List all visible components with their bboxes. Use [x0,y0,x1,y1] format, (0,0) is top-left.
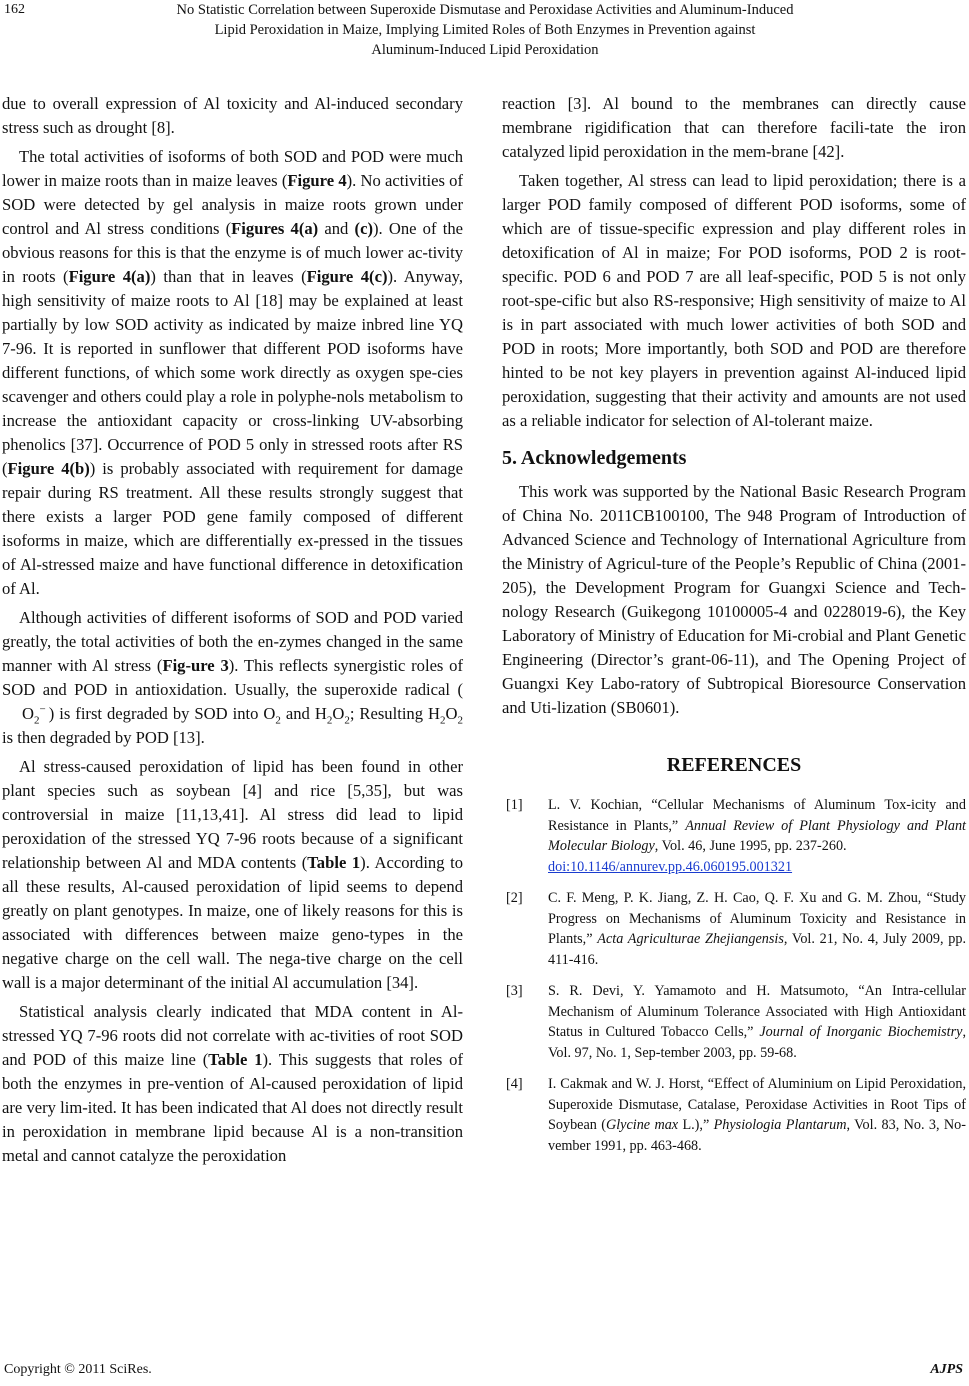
paragraph: The total activities of isoforms of both SOD and POD were much lower in maize roots than in maize leaves (Figure 4). No activities of SOD were detected by gel analysis in maize roots grown under control and Al stress conditions (Figures 4(a) and (c)). One of the obvious reasons for this is that the enzyme is of much lower ac-tivity in roots (Figure 4(a)) than that in leaves (Figure 4(c)). Anyway, high sensitivity of maize roots to Al [18] may be explained at least partially by low SOD activity as indicated by maize inbred line YQ 7-96. It is reported in sunflower that different POD isoforms have different functions, of which some work directly as oxygen spe-cies scavenger and others could play a role in polyphe-nols metabolism to increase the antioxidant capacity or cross-linking UV-absorbing phenolics [37]. Occurrence of POD 5 only in stressed roots after RS (Figure 4(b)) is probably associated with requirement for damage repair during RS treatment. All these results strongly suggest that there exists a larger POD gene family composed of different isoforms in maize, which are differentially ex-pressed in the tissues of Al-stressed maize and have functional difference in detoxification of Al. [2,147,464,598]
superoxide-radical-formula: $O_2^-$ [22,703,46,727]
references-heading: REFERENCES [666,754,802,776]
acknowledgements-heading: 5. Acknowledgements [502,447,687,469]
running-header-line-2: Lipid Peroxidation in Maize, Implying Limited Roles of Both Enzymes in Prevention against [214,22,756,38]
figure-link[interactable]: Figure 4(a) [68,267,151,286]
doi-link[interactable]: doi:10.1146/annurev.pp.46.060195.001321 [548,858,793,875]
figure-link[interactable]: Figure 4(b) [7,459,90,478]
paragraph: Statistical analysis clearly indicated that MDA content in Al-stressed YQ 7-96 roots did not correlate with ac-tivities of root SOD and POD of this maize line (Table 1). This suggests that roles of both the enzymes in pre-vention of Al-caused peroxidation of lipid are very lim-ited. It has been indicated that Al does not directly result in peroxidation in membrane lipid because Al is a non-transition metal and cannot catalyze the peroxidation [2,1002,463,1165]
reference-number: [4] [506,1076,523,1092]
reference-number: [1] [506,797,523,813]
running-header-line-3: Aluminum-Induced Lipid Peroxidation [371,42,599,58]
reference-text: C. F. Meng, P. K. Jiang, Z. H. Cao, Q. F. Xu and G. M. Zhou, “Study Progress on Mechanisms of Aluminum Toxicity and Resistance in Plants,” Acta Agriculturae Zhejiangensis, Vol. 21, No. 4, July 2009, pp. 411-416. [548,890,967,968]
reference-text: I. Cakmak and W. J. Horst, “Effect of Aluminium on Lipid Peroxidation, Superoxide Dismutase, Catalase, Peroxidase Activities in Root Tips of Soybean (Glycine max L.),” Physiologia Plantarum, Vol. 83, No. 3, No-vember 1991, pp. 463-468. [548,1076,966,1154]
figure-link[interactable]: Figure 4(c) [306,267,388,286]
table-link[interactable]: Table 1 [208,1050,263,1069]
journal-abbrev-footer: AJPS [930,1362,963,1377]
reference-number: [3] [506,983,523,999]
paragraph: Taken together, Al stress can lead to lipid peroxidation; there is a larger POD family composed of different POD isoforms, some of which are of tissue-specific expression and play different roles in detoxification of Al in maize; For POD isoforms, POD 2 is root-specific. POD 6 and POD 7 are all leaf-specific, POD 5 is not only root-spe-cific but also RS-responsive; High sensitivity of maize to Al is in part associated with much lower activities of both SOD and POD in roots; More importantly, both SOD and POD are therefore hinted to be not key players in prevention against Al-induced lipid peroxidation, suggesting that their activity and amounts are not used as a reliable indicator for selection of Al-tolerant maize. [502,171,966,430]
figure-link[interactable]: Fig-ure 3 [162,656,229,675]
paragraph: reaction [3]. Al bound to the membranes can directly cause membrane rigidification that can therefore facili-tate the iron catalyzed lipid peroxidation in the mem-brane [42]. [502,94,966,161]
table-link[interactable]: Table 1 [307,853,361,872]
right-column [502,92,966,1167]
paragraph: Al stress-caused peroxidation of lipid has been found in other plant species such as soybean [4] and rice [5,35], but was controversial in maize [11,13,41]. Al stress did lead to lipid peroxidation of the stressed YQ 7-96 roots because of a significant relationship between Al and MDA contents (Table 1). According to all these results, Al-caused peroxidation of lipid seems to depend greatly on plant genotypes. In maize, one of likely reasons for this is associated with differences between maize geno-types in the negative charge on the cell wall. The nega-tive charge on the cell wall is a major determinant of the initial Al accumulation [34]. [2,757,463,992]
left-column [2,92,463,1168]
paragraph: Although activities of different isoforms of SOD and POD varied greatly, the total activities of both the en-zymes changed in the same manner with Al stress (Fig-ure 3). This reflects synergistic roles of SOD and POD in antioxidation. Usually, the superoxide radical ($O_2^-$ ) is first degraded by SOD into $O_2$ and $H_2O_2$; Resulting $H_2O_2$ is then degraded by POD [13]. [2,608,463,747]
reference-number: [2] [506,890,523,906]
reference-text: S. R. Devi, Y. Yamamoto and H. Matsumoto, “An Intra-cellular Mechanism of Aluminum Tolerance Associated with High Antioxidant Status in Cultured Tobacco Cells,” Journal of Inorganic Biochemistry, Vol. 97, No. 1, Sep-tember 2003, pp. 59-68. [548,983,966,1061]
page-number: 162 [4,2,25,17]
reference-item [502,1074,966,1156]
reference-item [502,795,966,877]
reference-text: L. V. Kochian, “Cellular Mechanisms of Aluminum Tox-icity and Resistance in Plants,” Annual Review of Plant Physiology and Plant Molecular Biology, Vol. 46, June 1995, pp. 237-260. doi:10.1146/annurev.pp.46.060195.001321 [548,797,966,875]
paragraph: due to overall expression of Al toxicity and Al-induced secondary stress such as drought [8]. [2,94,463,137]
reference-item [502,981,966,1063]
figure-link[interactable]: (c) [354,219,373,238]
running-header-line-1: No Statistic Correlation between Superoxide Dismutase and Peroxidase Activities and Aluminum-Induced [176,2,794,18]
figure-link[interactable]: Figures 4(a) [231,219,319,238]
acknowledgements-text: This work was supported by the National Basic Research Program of China No. 2011CB100100, The 948 Program of Introduction of Advanced Science and Technology of International Agriculture from the Ministry of Agricul-ture of the People’s Republic of China (2001-205), the Development Program for Guangxi Science and Tech-nology Research (Guikegong 10100005-4 and 0228019-6), the Key Laboratory of Ministry of Education for Mi-crobial and Plant Genetic Engineering (Director’s grant-06-11), and The Opening Project of Guangxi Key Labo-ratory of Subtropical Bioresource Conservation and Uti-lization (SB0601). [502,482,966,717]
figure-link[interactable]: Figure 4 [287,171,347,190]
copyright-footer: Copyright © 2011 SciRes. [4,1362,152,1377]
reference-item [502,888,966,970]
running-header [70,0,900,60]
